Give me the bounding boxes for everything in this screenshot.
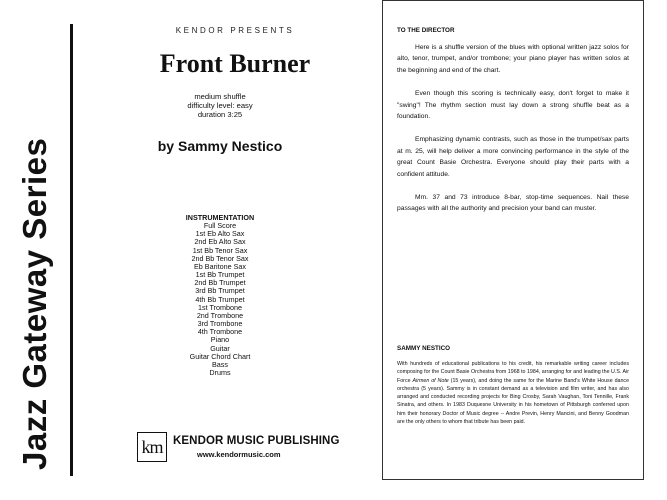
instrument-item: Full Score <box>203 221 237 231</box>
piece-details <box>120 92 320 119</box>
instrument-item: 2nd Bb Tenor Sax <box>191 253 249 263</box>
director-notes <box>397 27 629 227</box>
style-text: medium shuffle <box>194 92 246 101</box>
composer-credit: by Sammy Nestico <box>157 138 283 154</box>
series-title: Jazz Gateway Series <box>16 137 53 470</box>
director-heading: TO THE DIRECTOR <box>397 27 455 34</box>
bio-text: With hundreds of educational publications to his credit, his remarkable writing career includes composing for the Count Basie Orchestra from 1968 to 1984, arranging for and leading the U.S. Air Force Airmen of Note (15 years), and doing the same for the Marine Band's White House dance orchestra (5 years). Sammy is in constant demand as a television and film writer, and has also arranged and conducted recording projects for Bing Crosby, Sarah Vaughan, Toni Tennille, Frank Sinatra, and others. In 1983 Duquesne University in his hometown of Pittsburgh conferred upon him their honorary Doctor of Music degree -- Andre Previn, Henry Mancini, and Benny Goodman are the only others to whom that tribute has been paid. <box>397 361 630 426</box>
director-paragraph: Even though this scoring is technically easy, don't forget to make it "swing"! The rhythm section must lay down a strong shuffle beat as a foundation. <box>397 90 629 121</box>
composer-bio <box>397 345 629 426</box>
piece-title: Front Burner <box>159 49 311 78</box>
instrument-item: 1st Bb Tenor Sax <box>192 245 248 255</box>
publisher-name: KENDOR MUSIC PUBLISHING <box>173 435 340 447</box>
duration-text: duration 3:25 <box>197 110 243 119</box>
instrumentation-list <box>165 214 275 377</box>
publisher-logo: km <box>137 432 167 462</box>
publisher-block <box>137 432 347 462</box>
instrument-item: Drums <box>209 367 231 377</box>
bio-heading: SAMMY NESTICO <box>397 345 451 352</box>
director-paragraph: Emphasizing dynamic contrasts, such as those in the trumpet/sax parts at m. 25, will help deliver a more convincing performance in the style of the great Count Basie Orchestra. Everyone should play their parts with a confident attitude. <box>397 136 629 178</box>
presents-label: KENDOR PRESENTS <box>175 26 295 35</box>
instrument-item: 1st Trombone <box>198 302 242 312</box>
instrument-item: Guitar Chord Chart <box>189 351 251 361</box>
instrument-item: Piano <box>210 335 230 345</box>
instrumentation-heading: INSTRUMENTATION <box>185 213 255 222</box>
publisher-url: www.kendormusic.com <box>197 450 281 459</box>
instrument-item: 1st Eb Alto Sax <box>195 229 245 239</box>
instrument-item: 4th Trombone <box>197 327 243 337</box>
instrument-item: 2nd Eb Alto Sax <box>194 237 246 247</box>
instrument-item: 4th Bb Trumpet <box>195 294 245 304</box>
director-notes-page <box>382 0 644 480</box>
instrument-item: Guitar <box>210 343 230 353</box>
band-name: Airmen of Note <box>412 377 449 384</box>
instrument-item: 2nd Bb Trumpet <box>194 278 246 288</box>
instrument-item: 3rd Trombone <box>197 319 243 329</box>
spine-divider <box>70 24 73 476</box>
director-paragraph: Here is a shuffle version of the blues with optional written jazz solos for alto, tenor, trumpet, and/or trombone; your piano player has written solos at the beginning and end of the chart. <box>397 44 629 74</box>
instrument-item: 2nd Trombone <box>196 310 244 320</box>
instrument-item: 1st Bb Trumpet <box>195 270 245 280</box>
director-paragraph: Mm. 37 and 73 introduce 8-bar, stop-time sequences. Nail these passages with all the authority and precision your band can muster. <box>397 194 629 213</box>
instrument-item: 3rd Bb Trumpet <box>195 286 245 296</box>
instrument-item: Eb Baritone Sax <box>194 261 246 271</box>
instrument-item: Bass <box>212 359 228 369</box>
difficulty-text: difficulty level: easy <box>187 101 253 110</box>
